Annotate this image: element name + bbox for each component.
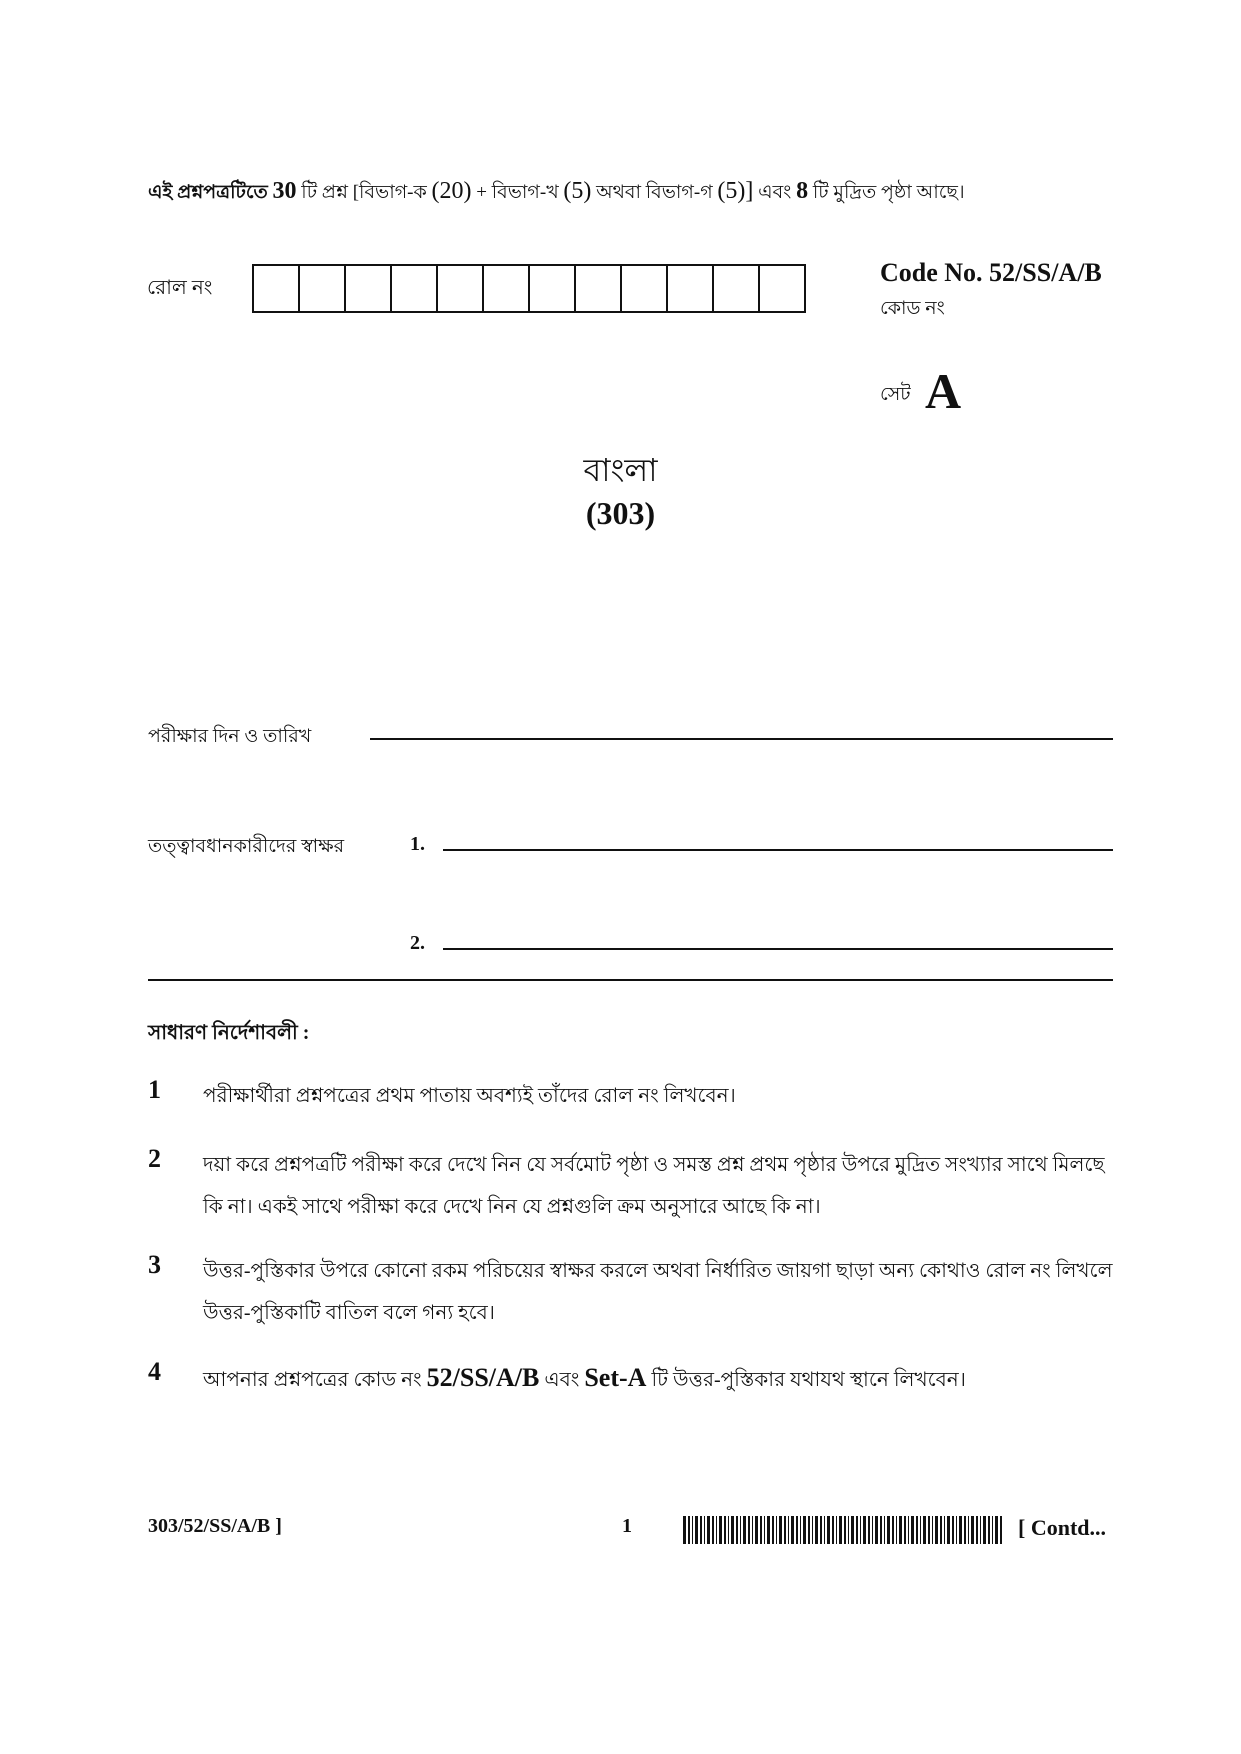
barcode-bar [968, 1516, 969, 1544]
barcode-bar [695, 1516, 698, 1544]
barcode-bar [908, 1516, 909, 1544]
barcode-bar [944, 1516, 945, 1544]
barcode-bar [791, 1516, 794, 1544]
roll-number-box[interactable] [530, 266, 576, 311]
barcode-bar [851, 1516, 854, 1544]
barcode-bar [887, 1516, 890, 1544]
instruction-number: 1 [148, 1075, 161, 1104]
barcode-bar [896, 1516, 897, 1544]
subject-code: (303) [585, 495, 656, 531]
barcode-bar [964, 1516, 966, 1544]
code-number-inline: 52/SS/A/B [426, 1363, 540, 1392]
barcode-bar [796, 1516, 798, 1544]
barcode-bar [800, 1516, 801, 1544]
barcode-bar [868, 1516, 870, 1544]
barcode-bar [812, 1516, 813, 1544]
barcode-bar [875, 1516, 878, 1544]
set-inline: Set-A [584, 1363, 647, 1392]
barcode-bar [779, 1516, 782, 1544]
barcode-bar [772, 1516, 774, 1544]
signature-1-line[interactable] [443, 849, 1113, 851]
code-number: Code No. 52/SS/A/B [880, 258, 1102, 287]
barcode-bar [848, 1516, 849, 1544]
instruction-item [148, 1144, 1123, 1228]
barcode-bar [856, 1516, 858, 1544]
barcode-bar [692, 1516, 693, 1544]
barcode-bar [683, 1516, 686, 1544]
signature-2-number: 2. [410, 932, 425, 954]
roll-number-label: রোল নং [147, 277, 213, 299]
barcode-bar [935, 1516, 938, 1544]
barcode-bar [767, 1516, 770, 1544]
barcode-bar [920, 1516, 921, 1544]
barcode-bar [844, 1516, 846, 1544]
continued-label: [ Contd... [1018, 1515, 1107, 1540]
set-letter: A [925, 363, 962, 419]
barcode-bar [700, 1516, 702, 1544]
barcode-bar [815, 1516, 818, 1544]
roll-number-box[interactable] [438, 266, 484, 311]
barcode-bar [884, 1516, 885, 1544]
barcode-bar [752, 1516, 753, 1544]
barcode-bar [743, 1516, 746, 1544]
roll-number-box[interactable] [668, 266, 714, 311]
barcode-bar [748, 1516, 750, 1544]
barcode-bar [827, 1516, 830, 1544]
barcode-bar [736, 1516, 738, 1544]
barcode-bar [1000, 1516, 1002, 1544]
roll-number-boxes[interactable] [252, 264, 806, 313]
barcode-icon [683, 1516, 1005, 1544]
signature-1-number: 1. [410, 833, 425, 855]
barcode-bar [803, 1516, 806, 1544]
barcode-bar [904, 1516, 906, 1544]
subject-title: বাংলা [583, 452, 658, 488]
barcode-bar [952, 1516, 954, 1544]
roll-number-box[interactable] [300, 266, 346, 311]
instruction-item [148, 1357, 1123, 1401]
instruction-text: উত্তর-পুস্তিকার উপরে কোনো রকম পরিচয়ের স্বাক্ষর করলে অথবা নির্ধারিত জায়গা ছাড়া অন্য কোথাও রোল নং লিখলে উত্তর-পুস্তিকাটি বাতিল বলে গন্য হবে। [203, 1260, 1113, 1324]
section-divider [148, 979, 1113, 981]
barcode-bar [808, 1516, 810, 1544]
barcode-bar [959, 1516, 962, 1544]
instruction-number: 4 [148, 1357, 161, 1386]
barcode-bar [988, 1516, 990, 1544]
instruction-item [148, 1075, 1123, 1117]
barcode-bar [863, 1516, 866, 1544]
barcode-bar [731, 1516, 734, 1544]
barcode-bar [712, 1516, 714, 1544]
roll-number-box[interactable] [714, 266, 760, 311]
barcode-bar [704, 1516, 705, 1544]
barcode-bar [980, 1516, 981, 1544]
question-summary: এই প্রশ্নপত্রটিতে 30 টি প্রশ্ন [বিভাগ-ক (20) + বিভাগ-খ (5) অথবা বিভাগ-গ (5)] এবং 8 টি মুদ্রিত পৃষ্ঠা আছে। [148, 178, 965, 204]
barcode-bar [940, 1516, 942, 1544]
instruction-number: 2 [148, 1144, 161, 1173]
roll-number-box[interactable] [254, 266, 300, 311]
barcode-bar [899, 1516, 902, 1544]
barcode-bar [947, 1516, 950, 1544]
roll-number-box[interactable] [484, 266, 530, 311]
invigilator-signature-label: তত্ত্বাবধানকারীদের স্বাক্ষর [148, 836, 345, 857]
barcode-bar [784, 1516, 786, 1544]
barcode-bar [760, 1516, 762, 1544]
barcode-bar [839, 1516, 842, 1544]
barcode-bar [911, 1516, 914, 1544]
instruction-text: পরীক্ষার্থীরা প্রশ্নপত্রের প্রথম পাতায় অবশ্যই তাঁদের রোল নং লিখবেন। [203, 1085, 736, 1107]
barcode-bar [916, 1516, 918, 1544]
barcode-bar [860, 1516, 861, 1544]
instructions-title: সাধারণ নির্দেশাবলী : [148, 1022, 310, 1044]
barcode-bar [740, 1516, 741, 1544]
barcode-bar [707, 1516, 710, 1544]
barcode-bar [728, 1516, 729, 1544]
roll-number-box[interactable] [392, 266, 438, 311]
barcode-bar [688, 1516, 690, 1544]
footer-reference: 303/52/SS/A/B ] [148, 1515, 282, 1537]
instruction-text: দয়া করে প্রশ্নপত্রটি পরীক্ষা করে দেখে নিন যে সর্বমোট পৃষ্ঠা ও সমস্ত প্রশ্ন প্রথম পৃষ্ঠার উপরে মুদ্রিত সংখ্যার সাথে মিলছে কি না। একই সাথে পরীক্ষা করে দেখে নিন যে প্রশ্নগুলি ক্রম অনুসারে আছে কি না। [203, 1154, 1105, 1218]
roll-number-box[interactable] [622, 266, 668, 311]
instruction-text: আপনার প্রশ্নপত্রের কোড নং 52/SS/A/B এবং Set-A টি উত্তর-পুস্তিকার যথাযথ স্থানে লিখবেন। [203, 1363, 966, 1392]
barcode-bar [755, 1516, 758, 1544]
barcode-bar [836, 1516, 837, 1544]
barcode-bar [928, 1516, 930, 1544]
barcode-bar [832, 1516, 834, 1544]
code-number-bn: কোড নং [880, 298, 945, 319]
roll-number-box[interactable] [760, 266, 804, 311]
barcode-bar [983, 1516, 986, 1544]
barcode-bar [971, 1516, 974, 1544]
instruction-number: 3 [148, 1250, 161, 1279]
barcode-bar [880, 1516, 882, 1544]
barcode-bar [923, 1516, 926, 1544]
barcode-bar [872, 1516, 873, 1544]
barcode-bar [776, 1516, 777, 1544]
barcode-bar [764, 1516, 765, 1544]
barcode-bar [788, 1516, 789, 1544]
barcode-bar [724, 1516, 726, 1544]
barcode-bar [892, 1516, 894, 1544]
signature-2-line[interactable] [443, 948, 1113, 950]
roll-number-box[interactable] [576, 266, 622, 311]
set-label: সেট [880, 384, 911, 405]
exam-date-label: পরীক্ষার দিন ও তারিখ [148, 726, 312, 747]
barcode-bar [992, 1516, 993, 1544]
barcode-bar [719, 1516, 722, 1544]
barcode-bar [956, 1516, 957, 1544]
barcode-bar [932, 1516, 933, 1544]
page-number: 1 [622, 1515, 632, 1537]
barcode-bar [824, 1516, 825, 1544]
instruction-item [148, 1250, 1123, 1334]
barcode-bar [995, 1516, 998, 1544]
roll-number-box[interactable] [346, 266, 392, 311]
barcode-bar [976, 1516, 978, 1544]
exam-date-line[interactable] [370, 738, 1113, 740]
barcode-bar [820, 1516, 822, 1544]
barcode-bar [716, 1516, 717, 1544]
